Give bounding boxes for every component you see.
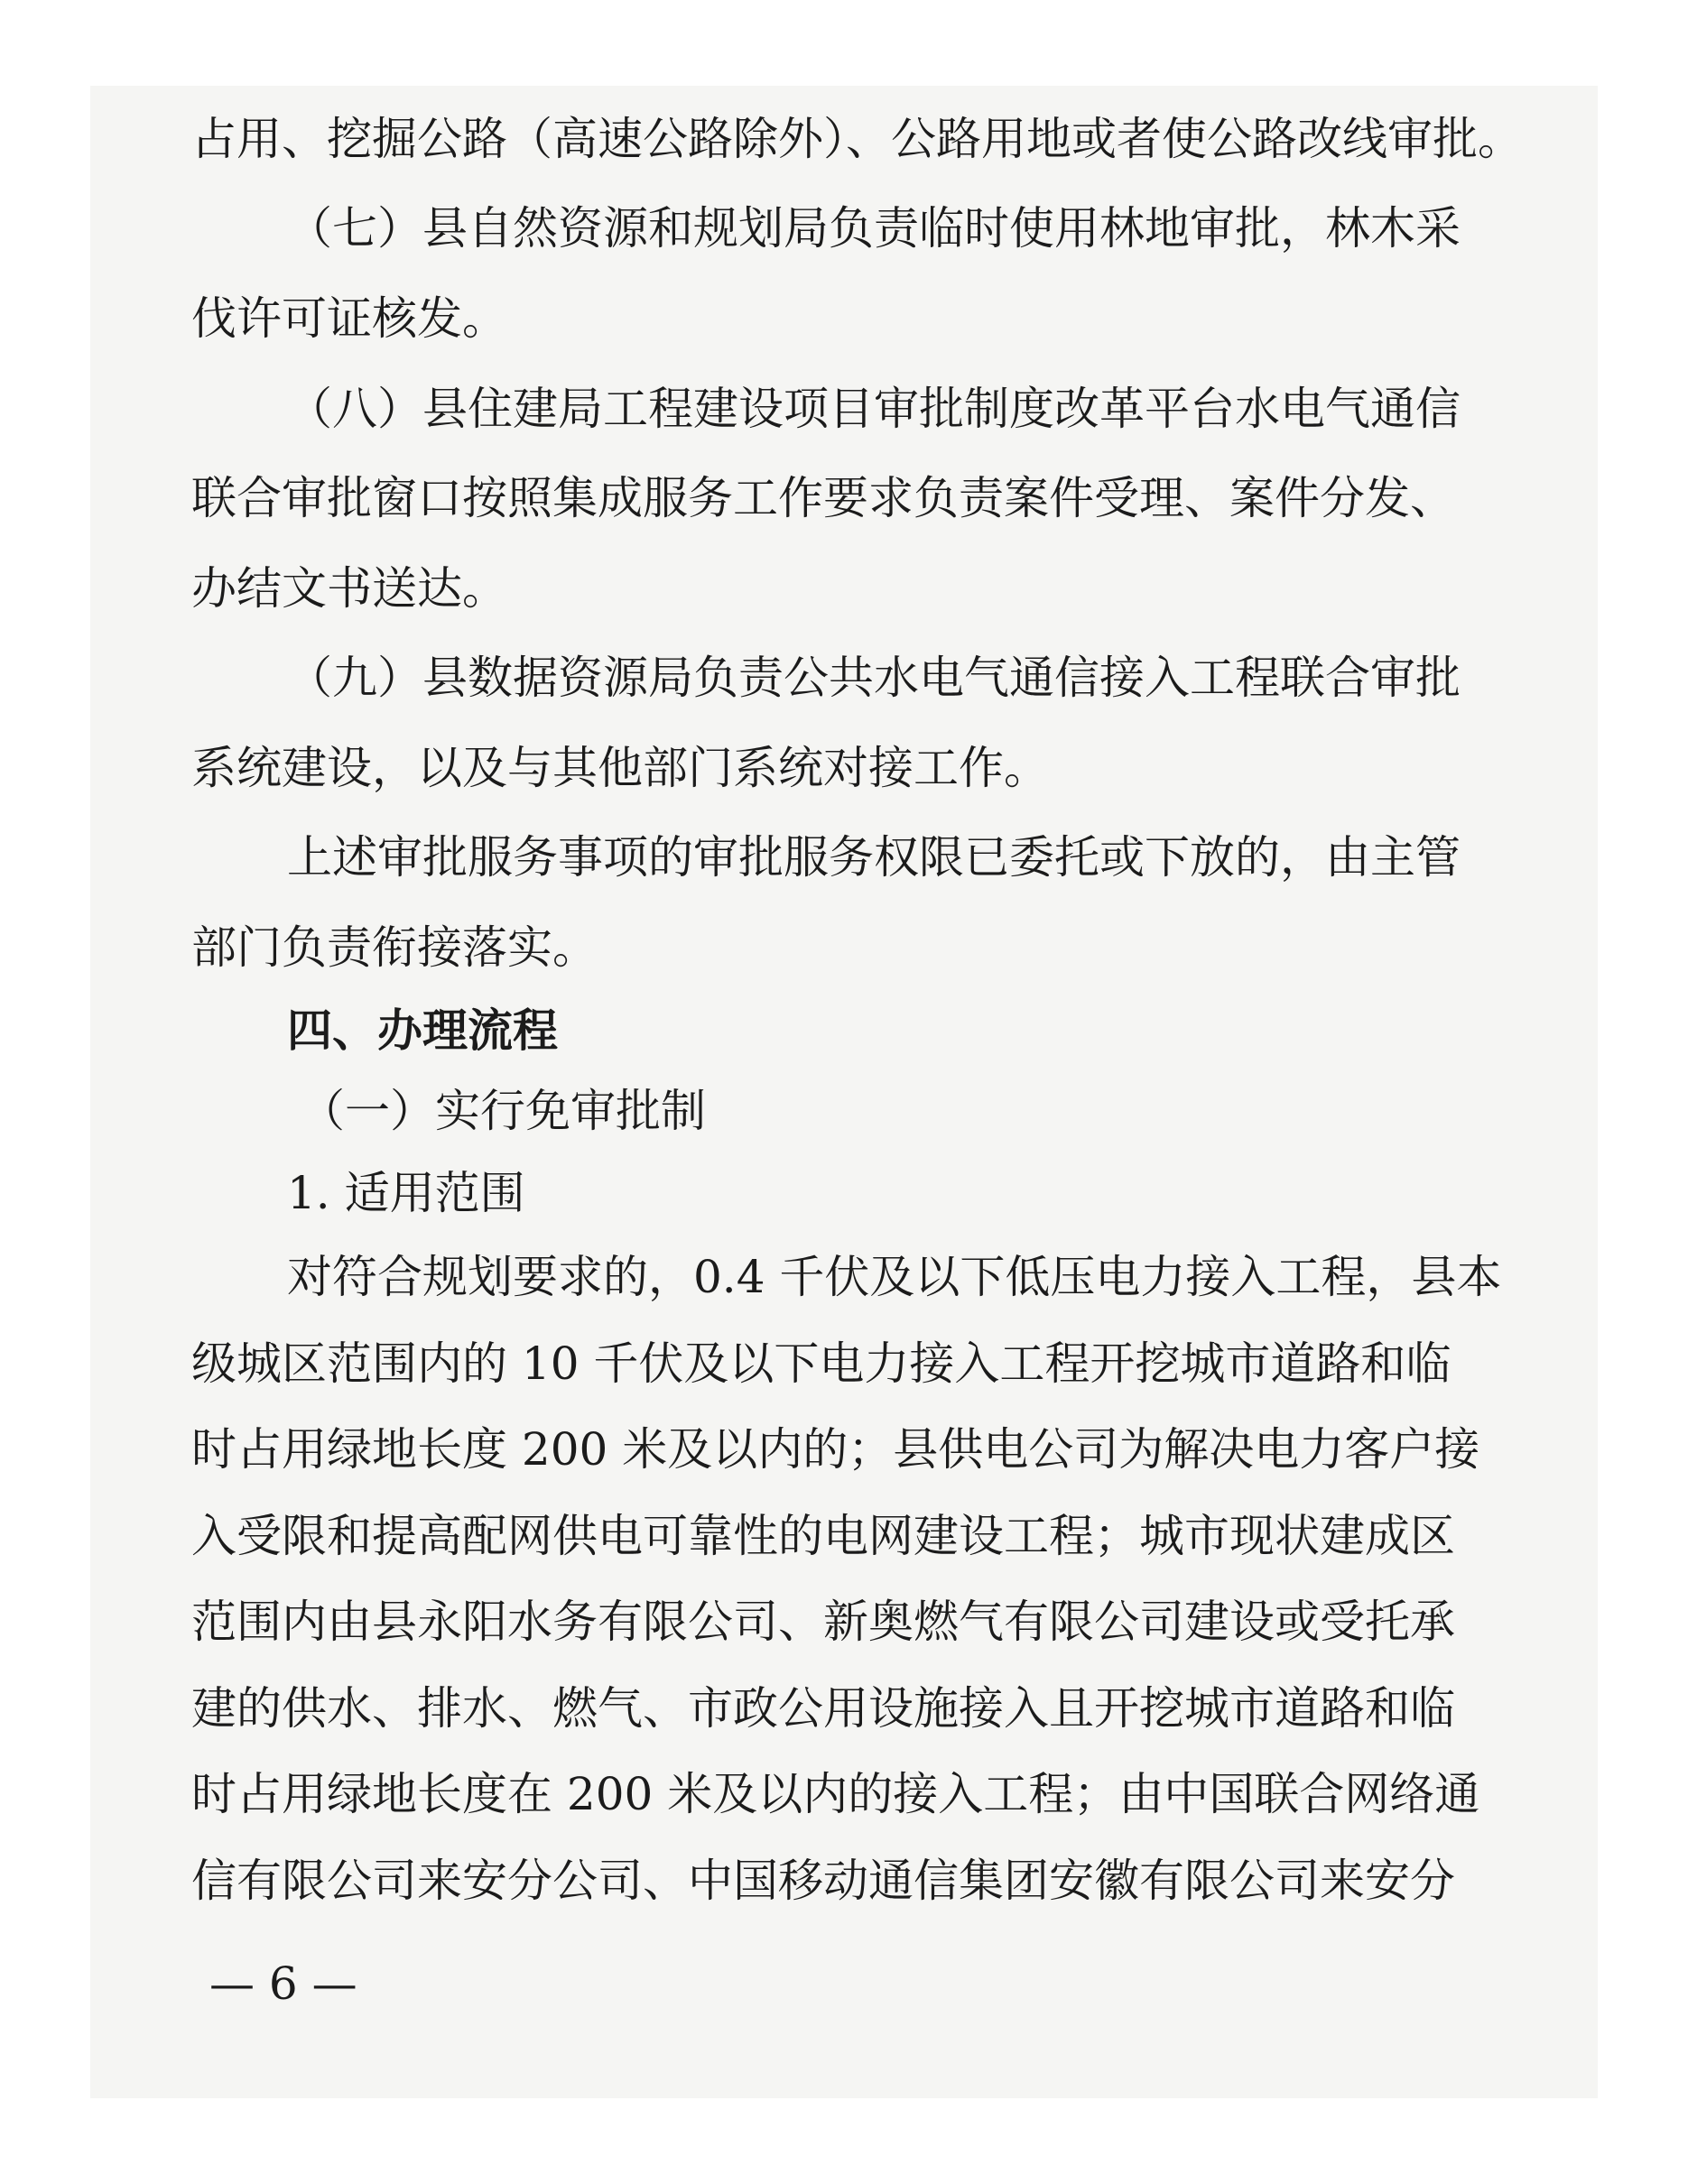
text-line-1: 占用、挖掘公路（高速公路除外）、公路用地或者使公路改线审批。 xyxy=(191,113,1523,165)
page-number: — 6 — xyxy=(209,1957,357,2010)
text-line-3: 伐许可证核发。 xyxy=(191,292,507,345)
text-line-9: 上述审批服务事项的审批服务权限已委托或下放的，由主管 xyxy=(287,831,1461,884)
text-line-14: 对符合规划要求的，0.4 千伏及以下低压电力接入工程，县本 xyxy=(287,1251,1502,1303)
item-heading: 1. 适用范围 xyxy=(287,1167,525,1219)
text-line-10: 部门负责衔接落实。 xyxy=(191,921,598,974)
text-line-19: 建的供水、排水、燃气、市政公用设施接入且开挖城市道路和临 xyxy=(191,1682,1455,1735)
text-line-17: 入受限和提高配网供电可靠性的电网建设工程；城市现状建成区 xyxy=(191,1510,1455,1562)
text-line-6: 办结文书送达。 xyxy=(191,562,507,615)
text-line-21: 信有限公司来安分公司、中国移动通信集团安徽有限公司来安分 xyxy=(191,1855,1455,1907)
text-line-4: （八）县住建局工程建设项目审批制度改革平台水电气通信 xyxy=(287,383,1461,435)
text-line-20: 时占用绿地长度在 200 米及以内的接入工程；由中国联合网络通 xyxy=(191,1768,1480,1820)
text-line-8: 系统建设，以及与其他部门系统对接工作。 xyxy=(191,742,1049,794)
subsection-heading: （一）实行免审批制 xyxy=(300,1085,706,1137)
section-heading: 四、办理流程 xyxy=(287,1004,558,1057)
text-line-15: 级城区范围内的 10 千伏及以下电力接入工程开挖城市道路和临 xyxy=(191,1337,1451,1390)
text-line-18: 范围内由县永阳水务有限公司、新奥燃气有限公司建设或受托承 xyxy=(191,1596,1455,1648)
text-line-5: 联合审批窗口按照集成服务工作要求负责案件受理、案件分发、 xyxy=(191,472,1455,524)
text-line-7: （九）县数据资源局负责公共水电气通信接入工程联合审批 xyxy=(287,652,1461,704)
text-line-16: 时占用绿地长度 200 米及以内的；县供电公司为解决电力客户接 xyxy=(191,1423,1480,1476)
text-line-2: （七）县自然资源和规划局负责临时使用林地审批，林木采 xyxy=(287,202,1461,254)
